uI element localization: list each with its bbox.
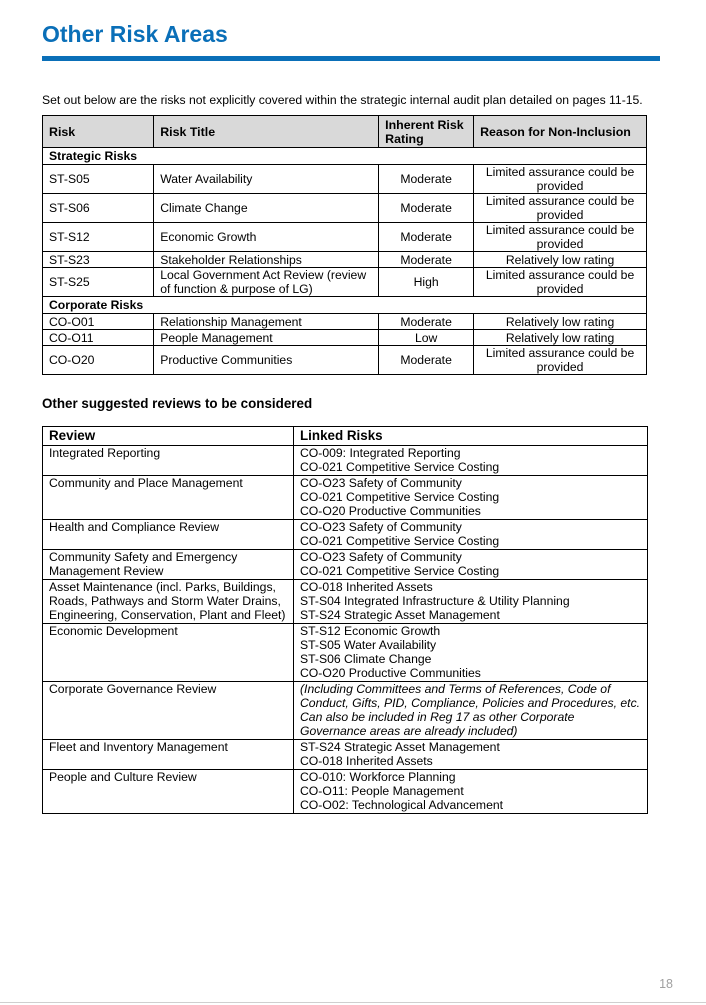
risk-title-line: Local Government Act Review (review (160, 268, 367, 282)
risk-reason-line: Relatively low rating (505, 314, 615, 329)
review-name-line: Integrated Reporting (49, 446, 161, 460)
risk-row (43, 330, 647, 346)
review-name-line: Health and Compliance Review (49, 520, 220, 534)
linked-risk-line: CO-O23 Safety of Community (300, 550, 462, 564)
linked-risk-line: CO-O11: People Management (300, 784, 464, 798)
risk-table (42, 115, 647, 375)
risk-title-cell (154, 252, 379, 268)
risk-reason-cell (474, 314, 647, 330)
review-row (43, 446, 648, 476)
review-name-line: Management Review (49, 564, 164, 578)
linked-risk-line: Governance areas are already included) (300, 724, 518, 738)
risk-id-cell: ST-S12 (43, 223, 154, 252)
linked-risks-cell (294, 520, 648, 550)
review-name-line: Corporate Governance Review (49, 682, 217, 696)
linked-risk-line: ST-S12 Economic Growth (300, 624, 441, 638)
risk-reason-line: Relatively low rating (505, 252, 615, 267)
linked-risk-line: ST-S06 Climate Change (300, 652, 432, 666)
header-linked-risks: Linked Risks (294, 427, 648, 446)
review-name-cell (43, 580, 294, 624)
risk-rating-cell: Low (379, 330, 474, 346)
risk-row (43, 165, 647, 194)
risk-reason-line: Limited assurance could be (485, 194, 635, 208)
risk-row (43, 194, 647, 223)
risk-title-line: Stakeholder Relationships (160, 252, 302, 267)
risk-row (43, 346, 647, 375)
linked-risk-line: CO-018 Inherited Assets (300, 580, 433, 594)
risk-reason-line: provided (536, 360, 584, 374)
risk-reason-line: Limited assurance could be (485, 165, 635, 179)
review-row (43, 682, 648, 740)
linked-risk-line: (Including Committees and Terms of References, Code of (300, 682, 611, 696)
risk-rating-cell: Moderate (379, 252, 474, 268)
risk-id-cell: ST-S05 (43, 165, 154, 194)
linked-risk-line: CO-O23 Safety of Community (300, 476, 462, 490)
risk-reason-line: Limited assurance could be (485, 268, 635, 282)
linked-risks-cell (294, 740, 648, 770)
review-row (43, 550, 648, 580)
title-rule (42, 56, 660, 61)
review-row (43, 624, 648, 682)
risk-id-cell: ST-S23 (43, 252, 154, 268)
risk-reason-cell (474, 194, 647, 223)
linked-risks-cell (294, 550, 648, 580)
review-name-line: Roads, Pathways and Storm Water Drains, (49, 594, 281, 608)
header-rating-line: Rating (385, 131, 424, 146)
risk-reason-line: Limited assurance could be (485, 223, 635, 237)
linked-risk-line: CO-021 Competitive Service Costing (300, 534, 500, 548)
linked-risk-line: CO-021 Competitive Service Costing (300, 460, 500, 474)
review-name-line: Community and Place Management (49, 476, 243, 490)
risk-reason-cell (474, 268, 647, 297)
review-name-cell (43, 446, 294, 476)
linked-risks-cell (294, 446, 648, 476)
risk-title-line: Water Availability (160, 172, 253, 186)
risk-table-header-row (43, 116, 647, 148)
linked-risk-line: CO-021 Competitive Service Costing (300, 564, 500, 578)
risk-title-cell (154, 165, 379, 194)
risk-id-cell: CO-O11 (43, 330, 154, 346)
header-rating-line: Inherent Risk (385, 117, 464, 132)
risk-title-cell (154, 330, 379, 346)
page-number: 18 (659, 977, 673, 991)
risk-section-row (43, 148, 647, 165)
review-name-line: Fleet and Inventory Management (49, 740, 228, 754)
review-name-line: Asset Maintenance (incl. Parks, Buildings, (49, 580, 276, 594)
risk-reason-line: provided (536, 208, 584, 222)
risk-reason-cell (474, 330, 647, 346)
risk-id-cell: CO-O01 (43, 314, 154, 330)
risk-reason-cell (474, 252, 647, 268)
header-risk: Risk (43, 116, 154, 148)
risk-id-cell: ST-S06 (43, 194, 154, 223)
header-inherent-rating (379, 116, 474, 148)
risk-id-cell: ST-S25 (43, 268, 154, 297)
review-name-line: Engineering, Conservation, Plant and Fleet) (49, 608, 286, 622)
review-name-cell (43, 624, 294, 682)
risk-title-cell (154, 346, 379, 375)
risk-reason-cell (474, 165, 647, 194)
linked-risk-line: CO-021 Competitive Service Costing (300, 490, 500, 504)
review-row (43, 770, 648, 814)
risk-section-label: Strategic Risks (43, 148, 647, 165)
linked-risk-line: ST-S24 Strategic Asset Management (300, 740, 500, 754)
linked-risk-line: CO-010: Workforce Planning (300, 770, 456, 784)
risk-row (43, 223, 647, 252)
review-row (43, 740, 648, 770)
review-name-cell (43, 476, 294, 520)
risk-reason-line: provided (536, 179, 584, 193)
review-row (43, 580, 648, 624)
linked-risk-line: Can also be included in Reg 17 as other Corporate (300, 710, 575, 724)
risk-title-line: Relationship Management (160, 314, 302, 329)
risk-rating-cell: Moderate (379, 223, 474, 252)
review-name-line: People and Culture Review (49, 770, 197, 784)
risk-title-line: Climate Change (160, 201, 248, 215)
review-table (42, 426, 648, 814)
intro-paragraph: Set out below are the risks not explicitly covered within the strategic internal audit plan detailed on pages 11-15. (42, 93, 643, 107)
review-name-cell (43, 550, 294, 580)
review-name-line: Community Safety and Emergency (49, 550, 238, 564)
linked-risks-cell (294, 682, 648, 740)
review-name-cell (43, 770, 294, 814)
linked-risk-line: ST-S24 Strategic Asset Management (300, 608, 500, 622)
linked-risk-line: CO-009: Integrated Reporting (300, 446, 461, 460)
risk-id-cell: CO-O20 (43, 346, 154, 375)
risk-reason-cell (474, 346, 647, 375)
risk-title-line: Economic Growth (160, 230, 257, 244)
page-bottom-rule (0, 1002, 706, 1003)
linked-risks-cell (294, 476, 648, 520)
linked-risk-line: ST-S05 Water Availability (300, 638, 437, 652)
linked-risk-line: Conduct, Gifts, PID, Compliance, Policies and Procedures, etc. (300, 696, 641, 710)
risk-row (43, 252, 647, 268)
linked-risks-cell (294, 580, 648, 624)
risk-rating-cell: Moderate (379, 346, 474, 375)
risk-title-cell (154, 194, 379, 223)
review-name-cell (43, 520, 294, 550)
linked-risks-cell (294, 770, 648, 814)
risk-row (43, 268, 647, 297)
risk-section-row (43, 297, 647, 314)
risk-reason-line: provided (536, 237, 584, 251)
risk-rating-cell: Moderate (379, 314, 474, 330)
linked-risk-line: CO-O23 Safety of Community (300, 520, 462, 534)
review-name-line: Economic Development (49, 624, 178, 638)
risk-title-cell (154, 314, 379, 330)
risk-reason-line: provided (536, 282, 584, 296)
risk-title-cell (154, 223, 379, 252)
risk-section-label: Corporate Risks (43, 297, 647, 314)
risk-rating-cell: High (379, 268, 474, 297)
risk-title-cell (154, 268, 379, 297)
risk-row (43, 314, 647, 330)
linked-risk-line: CO-O20 Productive Communities (300, 666, 481, 680)
page-title: Other Risk Areas (42, 21, 228, 47)
linked-risk-line: CO-O02: Technological Advancement (300, 798, 504, 812)
risk-reason-line: Limited assurance could be (485, 346, 635, 360)
risk-title-line: of function & purpose of LG) (160, 282, 313, 296)
risk-reason-cell (474, 223, 647, 252)
review-name-cell (43, 682, 294, 740)
linked-risks-cell (294, 624, 648, 682)
risk-title-line: Productive Communities (160, 353, 293, 367)
risk-title-line: People Management (160, 330, 273, 345)
risk-rating-cell: Moderate (379, 194, 474, 223)
review-row (43, 520, 648, 550)
review-row (43, 476, 648, 520)
linked-risk-line: ST-S04 Integrated Infrastructure & Utility Planning (300, 594, 570, 608)
linked-risk-line: CO-018 Inherited Assets (300, 754, 433, 768)
risk-reason-line: Relatively low rating (505, 330, 615, 345)
risk-rating-cell: Moderate (379, 165, 474, 194)
header-reason: Reason for Non-Inclusion (474, 116, 647, 148)
linked-risk-line: CO-O20 Productive Communities (300, 504, 481, 518)
header-review: Review (43, 427, 294, 446)
review-table-header-row (43, 427, 648, 446)
reviews-heading: Other suggested reviews to be considered (42, 396, 313, 411)
header-risk-title: Risk Title (154, 116, 379, 148)
review-name-cell (43, 740, 294, 770)
